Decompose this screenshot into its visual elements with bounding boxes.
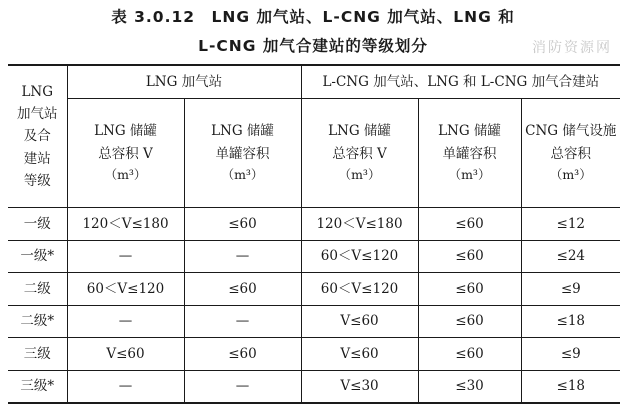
- cng-storage-cell: ≤18: [521, 370, 620, 403]
- grade-table: [8, 64, 620, 404]
- grade-header-cell: [8, 65, 67, 208]
- lng-total-volume-cell: —: [67, 240, 184, 273]
- sub-header-line: CNG 储气设施: [525, 123, 617, 140]
- group-header-lng: LNG 加气站: [67, 65, 301, 99]
- lng-single-tank-cell: —: [184, 240, 301, 273]
- table-row: [8, 208, 620, 241]
- grade-cell: 一级*: [8, 240, 67, 273]
- cng-storage-cell: ≤9: [521, 338, 620, 371]
- lng-total-volume-cell: —: [67, 370, 184, 403]
- sub-header-line: 单罐容积: [442, 145, 497, 162]
- combined-total-volume-cell: 120＜V≤180: [301, 208, 418, 241]
- sub-header-cell: [521, 99, 620, 208]
- table-row: [8, 305, 620, 338]
- lng-single-tank-cell: ≤60: [184, 338, 301, 371]
- grade-cell: 一级: [8, 208, 67, 241]
- combined-single-tank-cell: ≤30: [418, 370, 521, 403]
- lng-total-volume-cell: V≤60: [67, 338, 184, 371]
- sub-header-line: 总容积 V: [98, 145, 153, 162]
- grade-header-line: 等级: [23, 172, 51, 189]
- combined-total-volume-cell: 60＜V≤120: [301, 273, 418, 306]
- lng-total-volume-cell: 120＜V≤180: [67, 208, 184, 241]
- lng-single-tank-cell: ≤60: [184, 208, 301, 241]
- group-header-combined: L-CNG 加气站、LNG 和 L-CNG 加气合建站: [301, 65, 620, 99]
- lng-single-tank-cell: —: [184, 370, 301, 403]
- sub-header-line: 总容积 V: [332, 145, 387, 162]
- sub-header-cell: [418, 99, 521, 208]
- lng-total-volume-cell: 60＜V≤120: [67, 273, 184, 306]
- table-row: [8, 240, 620, 273]
- unit-label: （m³）: [338, 166, 381, 182]
- grade-cell: 三级: [8, 338, 67, 371]
- unit-label: （m³）: [104, 166, 147, 182]
- grade-cell: 二级*: [8, 305, 67, 338]
- sub-header-line: LNG 储罐: [438, 123, 501, 140]
- combined-single-tank-cell: ≤60: [418, 208, 521, 241]
- grade-header-line: 及合: [23, 128, 51, 145]
- sub-header-cell: [184, 99, 301, 208]
- sub-header-line: 总容积: [550, 145, 592, 162]
- cng-storage-cell: ≤24: [521, 240, 620, 273]
- table-row: [8, 273, 620, 306]
- combined-single-tank-cell: ≤60: [418, 338, 521, 371]
- cng-storage-cell: ≤18: [521, 305, 620, 338]
- cng-storage-cell: ≤9: [521, 273, 620, 306]
- table-row: [8, 338, 620, 371]
- combined-single-tank-cell: ≤60: [418, 305, 521, 338]
- grade-header-line: LNG: [21, 83, 54, 100]
- unit-label: （m³）: [549, 166, 592, 182]
- grade-header-line: 建站: [23, 150, 51, 167]
- sub-header-line: 单罐容积: [215, 145, 270, 162]
- combined-total-volume-cell: 60＜V≤120: [301, 240, 418, 273]
- unit-label: （m³）: [221, 166, 264, 182]
- combined-single-tank-cell: ≤60: [418, 273, 521, 306]
- grade-cell: 三级*: [8, 370, 67, 403]
- combined-total-volume-cell: V≤60: [301, 338, 418, 371]
- grade-header-line: 加气站: [17, 106, 58, 123]
- sub-header-cell: [301, 99, 418, 208]
- combined-total-volume-cell: V≤30: [301, 370, 418, 403]
- sub-header-line: LNG 储罐: [211, 123, 274, 140]
- table-title-line-2: L-CNG 加气合建站的等级划分: [198, 37, 428, 55]
- sub-header-cell: [67, 99, 184, 208]
- table-title-line-1: 表 3.0.12 LNG 加气站、L-CNG 加气站、LNG 和: [111, 8, 515, 26]
- combined-total-volume-cell: V≤60: [301, 305, 418, 338]
- table-row: [8, 370, 620, 403]
- lng-single-tank-cell: ≤60: [184, 273, 301, 306]
- watermark: 消防资源网: [532, 40, 612, 56]
- sub-header-line: LNG 储罐: [94, 123, 157, 140]
- lng-single-tank-cell: —: [184, 305, 301, 338]
- grade-cell: 二级: [8, 273, 67, 306]
- cng-storage-cell: ≤12: [521, 208, 620, 241]
- combined-single-tank-cell: ≤60: [418, 240, 521, 273]
- lng-total-volume-cell: —: [67, 305, 184, 338]
- sub-header-line: LNG 储罐: [328, 123, 391, 140]
- unit-label: （m³）: [448, 166, 491, 182]
